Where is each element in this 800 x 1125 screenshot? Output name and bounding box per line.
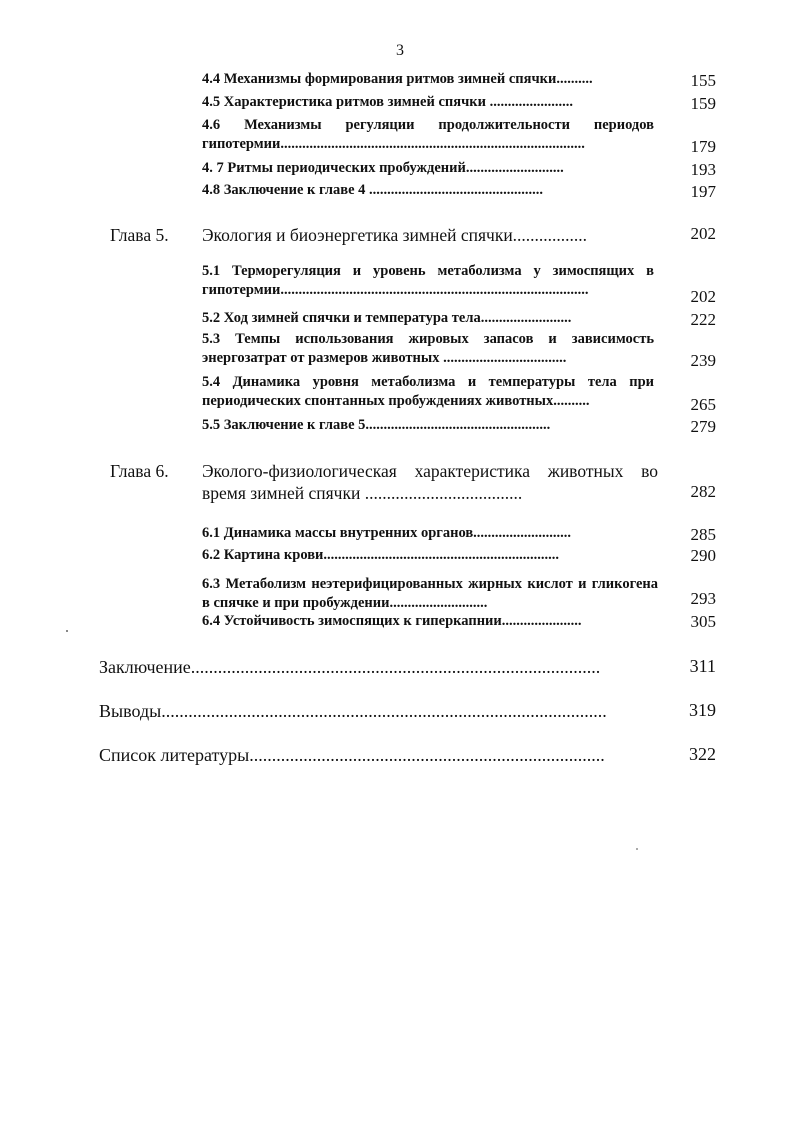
toc-page-4-8: 197 (690, 182, 716, 201)
scan-speck (66, 630, 68, 632)
toc-entry-4-7: 4. 7 Ритмы периодических пробуждений........................... (202, 160, 564, 176)
chapter-5-page: 202 (690, 224, 716, 243)
toc-entry-4-6: 4.6 Механизмы регуляции продолжительности периодов гипотермии.................................................................................... (202, 117, 654, 152)
toc-page-4-7: 193 (690, 160, 716, 179)
toc-page-6-4: 305 (690, 612, 716, 631)
toc-page-6-1: 285 (690, 525, 716, 544)
toc-page-4-5: 159 (690, 94, 716, 113)
toc-entry-5-3: 5.3 Темпы использования жировых запасов и зависимость энергозатрат от размеров животных .................................. (202, 331, 654, 366)
toc-entry-5-2: 5.2 Ход зимней спячки и температура тела......................... (202, 310, 572, 326)
toc-page-5-3: 239 (690, 351, 716, 370)
toc-entry-6-3: 6.3 Метаболизм неэтерифицированных жирных кислот и гликогена в спячке и при пробуждении........................... (202, 576, 658, 611)
scan-speck (636, 848, 638, 850)
toc-conclusion-page: 311 (689, 656, 716, 676)
toc-findings-page: 319 (689, 700, 716, 720)
chapter-5-title: Экология и биоэнергетика зимней спячки................. (202, 225, 588, 245)
toc-page-4-4: 155 (690, 71, 716, 90)
chapter-6-page: 282 (690, 482, 716, 501)
toc-page-5-5: 279 (690, 417, 716, 436)
chapter-5-label: Глава 5. (110, 225, 169, 245)
toc-page-4-6: 179 (690, 137, 716, 156)
toc-entry-5-5: 5.5 Заключение к главе 5................................................... (202, 417, 551, 433)
toc-entry-6-2: 6.2 Картина крови................................................................. (202, 547, 560, 563)
chapter-6-title: Эколого-физиологическая характеристика животных во время зимней спячки .................................... (202, 461, 658, 503)
toc-entry-4-8: 4.8 Заключение к главе 4 ................................................ (202, 182, 544, 198)
toc-references: Список литературы............................................................................... (99, 745, 605, 765)
toc-references-page: 322 (689, 744, 716, 764)
toc-page-5-2: 222 (690, 310, 716, 329)
toc-conclusion: Заключение........................................................................................... (99, 657, 601, 677)
toc-page-6-2: 290 (690, 546, 716, 565)
toc-entry-5-1: 5.1 Терморегуляция и уровень метаболизма у зимоспящих в гипотермии..................................................................................... (202, 263, 654, 298)
toc-entry-5-4: 5.4 Динамика уровня метаболизма и температуры тела при периодических спонтанных пробуждениях животных.......... (202, 374, 654, 409)
toc-findings: Выводы................................................................................................... (99, 701, 607, 721)
toc-entry-4-5: 4.5 Характеристика ритмов зимней спячки ....................... (202, 94, 573, 110)
toc-entry-6-1: 6.1 Динамика массы внутренних органов........................... (202, 525, 572, 541)
page-number: 3 (396, 42, 404, 59)
toc-page-5-4: 265 (690, 395, 716, 414)
toc-page-5-1: 202 (690, 287, 716, 306)
chapter-6-label: Глава 6. (110, 461, 169, 481)
toc-entry-6-4: 6.4 Устойчивость зимоспящих к гиперкапнии...................... (202, 613, 582, 629)
toc-entry-4-4: 4.4 Механизмы формирования ритмов зимней спячки.......... (202, 71, 593, 87)
toc-page-6-3: 293 (690, 589, 716, 608)
